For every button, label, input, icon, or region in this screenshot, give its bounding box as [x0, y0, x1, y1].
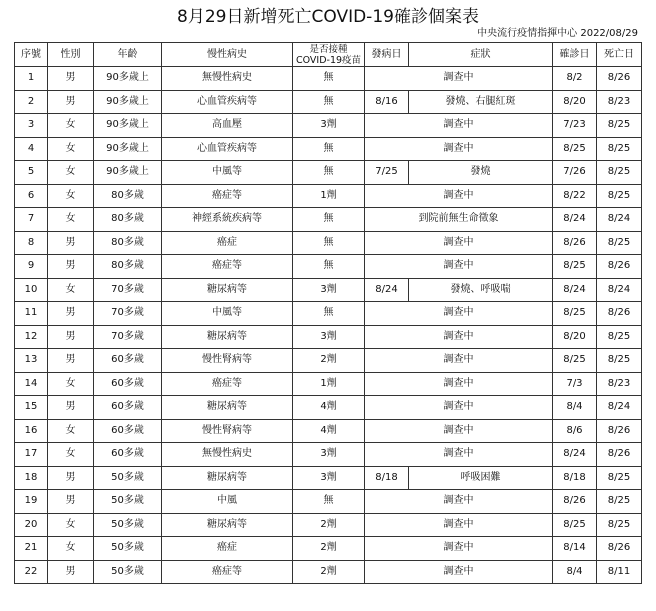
cell-sex: 女: [48, 537, 94, 561]
cell-age: 70多歲: [94, 302, 162, 326]
cell-confirm: 8/20: [553, 325, 597, 349]
cell-confirm: 7/26: [553, 161, 597, 185]
cell-age: 50多歲: [94, 560, 162, 584]
cell-age: 50多歲: [94, 513, 162, 537]
cell-death: 8/26: [597, 419, 642, 443]
cell-chronic: 糖尿病等: [162, 396, 293, 420]
cell-symptom: 調查中: [365, 372, 553, 396]
cell-symptom: 調查中: [365, 443, 553, 467]
cell-confirm: 8/24: [553, 208, 597, 232]
cell-confirm: 8/4: [553, 560, 597, 584]
cell-no: 19: [15, 490, 48, 514]
cell-vaccine: 1劑: [293, 372, 365, 396]
cell-no: 2: [15, 90, 48, 114]
cell-death: 8/25: [597, 114, 642, 138]
cell-age: 80多歲: [94, 184, 162, 208]
cell-age: 60多歲: [94, 349, 162, 373]
cell-chronic: 癌症等: [162, 560, 293, 584]
cell-no: 1: [15, 67, 48, 91]
cell-chronic: 癌症等: [162, 184, 293, 208]
cell-sex: 男: [48, 231, 94, 255]
cell-no: 14: [15, 372, 48, 396]
cell-chronic: 心血管疾病等: [162, 137, 293, 161]
cell-confirm: 8/20: [553, 90, 597, 114]
cell-no: 4: [15, 137, 48, 161]
cell-symptom: 調查中: [365, 419, 553, 443]
cell-confirm: 8/14: [553, 537, 597, 561]
cell-confirm: 8/25: [553, 302, 597, 326]
cell-age: 50多歲: [94, 466, 162, 490]
cell-no: 10: [15, 278, 48, 302]
table-row: [15, 372, 642, 396]
cell-vaccine: 無: [293, 255, 365, 279]
table-row: [15, 490, 642, 514]
cell-no: 6: [15, 184, 48, 208]
cell-symptom: 調查中: [365, 255, 553, 279]
cell-age: 90多歲上: [94, 67, 162, 91]
cell-vaccine: 無: [293, 231, 365, 255]
cell-no: 20: [15, 513, 48, 537]
cell-symptom: 調查中: [365, 184, 553, 208]
cell-age: 80多歲: [94, 231, 162, 255]
table-row: [15, 67, 642, 91]
cell-chronic: 糖尿病等: [162, 278, 293, 302]
table-row: [15, 302, 642, 326]
cell-death: 8/25: [597, 513, 642, 537]
cell-chronic: 中風: [162, 490, 293, 514]
cell-confirm: 8/4: [553, 396, 597, 420]
cell-chronic: 中風等: [162, 161, 293, 185]
cell-chronic: 慢性腎病等: [162, 349, 293, 373]
cell-age: 90多歲上: [94, 137, 162, 161]
cell-death: 8/23: [597, 372, 642, 396]
cell-vaccine: 無: [293, 490, 365, 514]
cell-age: 90多歲上: [94, 90, 162, 114]
cell-symptom: 呼吸困難: [409, 466, 553, 490]
cell-death: 8/25: [597, 184, 642, 208]
header-chronic: 慢性病史: [162, 43, 293, 67]
header-sex: 性別: [48, 43, 94, 67]
cell-chronic: 神經系統疾病等: [162, 208, 293, 232]
cell-sex: 女: [48, 184, 94, 208]
page-title: 8月29日新增死亡COVID-19確診個案表: [177, 7, 479, 27]
cell-symptom: 調查中: [365, 349, 553, 373]
table-row: [15, 419, 642, 443]
table-row: [15, 231, 642, 255]
cell-age: 70多歲: [94, 278, 162, 302]
cell-confirm: 7/3: [553, 372, 597, 396]
cell-sex: 男: [48, 490, 94, 514]
source-note: 中央流行疫情指揮中心 2022/08/29: [477, 28, 638, 39]
header-no: 序號: [15, 43, 48, 67]
cell-vaccine: 2劑: [293, 513, 365, 537]
cell-age: 90多歲上: [94, 161, 162, 185]
cell-no: 21: [15, 537, 48, 561]
cell-sex: 女: [48, 114, 94, 138]
cell-no: 22: [15, 560, 48, 584]
cell-onset: 7/25: [365, 161, 409, 185]
table-row: [15, 466, 642, 490]
cell-sex: 男: [48, 67, 94, 91]
cell-no: 9: [15, 255, 48, 279]
cell-vaccine: 2劑: [293, 349, 365, 373]
header-death: 死亡日: [597, 43, 642, 67]
cell-vaccine: 3劑: [293, 443, 365, 467]
cell-no: 5: [15, 161, 48, 185]
cell-death: 8/25: [597, 231, 642, 255]
cell-chronic: 無慢性病史: [162, 67, 293, 91]
cell-sex: 女: [48, 419, 94, 443]
cell-age: 60多歲: [94, 396, 162, 420]
cell-symptom: 調查中: [365, 114, 553, 138]
cell-age: 70多歲: [94, 325, 162, 349]
cell-symptom: 調查中: [365, 325, 553, 349]
cell-chronic: 慢性腎病等: [162, 419, 293, 443]
table-row: [15, 278, 642, 302]
cell-chronic: 心血管疾病等: [162, 90, 293, 114]
table-row: [15, 137, 642, 161]
table-row: [15, 114, 642, 138]
cell-vaccine: 3劑: [293, 466, 365, 490]
cell-chronic: 高血壓: [162, 114, 293, 138]
cell-no: 11: [15, 302, 48, 326]
cell-vaccine: 1劑: [293, 184, 365, 208]
cell-confirm: 8/25: [553, 137, 597, 161]
cell-death: 8/26: [597, 537, 642, 561]
cell-sex: 女: [48, 513, 94, 537]
cell-no: 12: [15, 325, 48, 349]
cell-no: 7: [15, 208, 48, 232]
cell-confirm: 8/6: [553, 419, 597, 443]
cell-sex: 男: [48, 560, 94, 584]
table-body: [15, 67, 642, 584]
cell-symptom: 發燒: [409, 161, 553, 185]
cell-vaccine: 無: [293, 302, 365, 326]
cell-death: 8/26: [597, 443, 642, 467]
cell-no: 13: [15, 349, 48, 373]
cell-chronic: 癌症: [162, 537, 293, 561]
cell-no: 17: [15, 443, 48, 467]
cell-age: 80多歲: [94, 255, 162, 279]
table-row: [15, 560, 642, 584]
cell-no: 18: [15, 466, 48, 490]
cell-confirm: 7/23: [553, 114, 597, 138]
cell-symptom: 調查中: [365, 396, 553, 420]
table-row: [15, 513, 642, 537]
cell-chronic: 無慢性病史: [162, 443, 293, 467]
table-row: [15, 90, 642, 114]
cell-sex: 女: [48, 443, 94, 467]
table-row: [15, 396, 642, 420]
cell-sex: 男: [48, 396, 94, 420]
cell-symptom: 到院前無生命徵象: [365, 208, 553, 232]
cell-age: 60多歲: [94, 372, 162, 396]
cell-sex: 女: [48, 372, 94, 396]
cell-death: 8/24: [597, 208, 642, 232]
cell-sex: 男: [48, 302, 94, 326]
cell-confirm: 8/25: [553, 255, 597, 279]
cell-confirm: 8/25: [553, 513, 597, 537]
cell-vaccine: 3劑: [293, 278, 365, 302]
cell-sex: 男: [48, 466, 94, 490]
cell-symptom: 調查中: [365, 513, 553, 537]
cell-confirm: 8/24: [553, 443, 597, 467]
header-age: 年齡: [94, 43, 162, 67]
cell-death: 8/25: [597, 466, 642, 490]
cell-confirm: 8/26: [553, 490, 597, 514]
cell-confirm: 8/25: [553, 349, 597, 373]
cell-symptom: 發燒、呼吸喘: [409, 278, 553, 302]
cell-symptom: 調查中: [365, 537, 553, 561]
cell-no: 15: [15, 396, 48, 420]
cell-sex: 男: [48, 255, 94, 279]
cell-chronic: 癌症等: [162, 372, 293, 396]
cell-age: 50多歲: [94, 490, 162, 514]
cell-age: 60多歲: [94, 419, 162, 443]
cell-chronic: 中風等: [162, 302, 293, 326]
cell-symptom: 調查中: [365, 67, 553, 91]
cell-death: 8/26: [597, 255, 642, 279]
cell-vaccine: 無: [293, 67, 365, 91]
cell-sex: 女: [48, 137, 94, 161]
table-row: [15, 537, 642, 561]
cell-death: 8/26: [597, 302, 642, 326]
cell-confirm: 8/2: [553, 67, 597, 91]
cell-confirm: 8/22: [553, 184, 597, 208]
table-row: [15, 208, 642, 232]
cell-sex: 男: [48, 90, 94, 114]
cell-symptom: 調查中: [365, 137, 553, 161]
cell-death: 8/25: [597, 161, 642, 185]
cell-confirm: 8/24: [553, 278, 597, 302]
header-vaccine: 是否接種COVID-19疫苗: [293, 43, 365, 67]
cell-no: 8: [15, 231, 48, 255]
cell-chronic: 糖尿病等: [162, 513, 293, 537]
cell-vaccine: 3劑: [293, 114, 365, 138]
cell-vaccine: 4劑: [293, 419, 365, 443]
cell-onset: 8/18: [365, 466, 409, 490]
header-onset: 發病日: [365, 43, 409, 67]
cell-death: 8/11: [597, 560, 642, 584]
cell-confirm: 8/18: [553, 466, 597, 490]
cell-death: 8/23: [597, 90, 642, 114]
cell-vaccine: 4劑: [293, 396, 365, 420]
cell-age: 50多歲: [94, 537, 162, 561]
cell-death: 8/25: [597, 325, 642, 349]
cell-no: 3: [15, 114, 48, 138]
cell-vaccine: 2劑: [293, 560, 365, 584]
cell-no: 16: [15, 419, 48, 443]
cell-sex: 女: [48, 208, 94, 232]
cell-chronic: 癌症等: [162, 255, 293, 279]
cell-death: 8/25: [597, 490, 642, 514]
cell-sex: 男: [48, 349, 94, 373]
cell-confirm: 8/26: [553, 231, 597, 255]
cell-sex: 男: [48, 325, 94, 349]
table-row: [15, 255, 642, 279]
cell-symptom: 調查中: [365, 231, 553, 255]
table-row: [15, 161, 642, 185]
table-row: [15, 443, 642, 467]
cell-vaccine: 2劑: [293, 537, 365, 561]
cell-death: 8/25: [597, 349, 642, 373]
cell-age: 60多歲: [94, 443, 162, 467]
table-header-row: [15, 43, 642, 67]
cell-vaccine: 無: [293, 137, 365, 161]
cell-death: 8/26: [597, 67, 642, 91]
cell-death: 8/24: [597, 278, 642, 302]
cell-symptom: 發燒、右腿紅斑: [409, 90, 553, 114]
cell-vaccine: 無: [293, 208, 365, 232]
cell-onset: 8/16: [365, 90, 409, 114]
cell-symptom: 調查中: [365, 490, 553, 514]
cell-chronic: 糖尿病等: [162, 466, 293, 490]
cell-chronic: 癌症: [162, 231, 293, 255]
cell-symptom: 調查中: [365, 560, 553, 584]
cell-death: 8/24: [597, 396, 642, 420]
cell-sex: 女: [48, 161, 94, 185]
header-symptom: 症狀: [409, 43, 553, 67]
cell-sex: 女: [48, 278, 94, 302]
cell-onset: 8/24: [365, 278, 409, 302]
table-row: [15, 184, 642, 208]
header-confirm: 確診日: [553, 43, 597, 67]
cell-vaccine: 無: [293, 161, 365, 185]
cell-age: 90多歲上: [94, 114, 162, 138]
cell-death: 8/25: [597, 137, 642, 161]
cell-symptom: 調查中: [365, 302, 553, 326]
table-row: [15, 349, 642, 373]
cell-chronic: 糖尿病等: [162, 325, 293, 349]
death-cases-table: [14, 42, 642, 584]
cell-vaccine: 3劑: [293, 325, 365, 349]
cell-vaccine: 無: [293, 90, 365, 114]
cell-age: 80多歲: [94, 208, 162, 232]
table-row: [15, 325, 642, 349]
